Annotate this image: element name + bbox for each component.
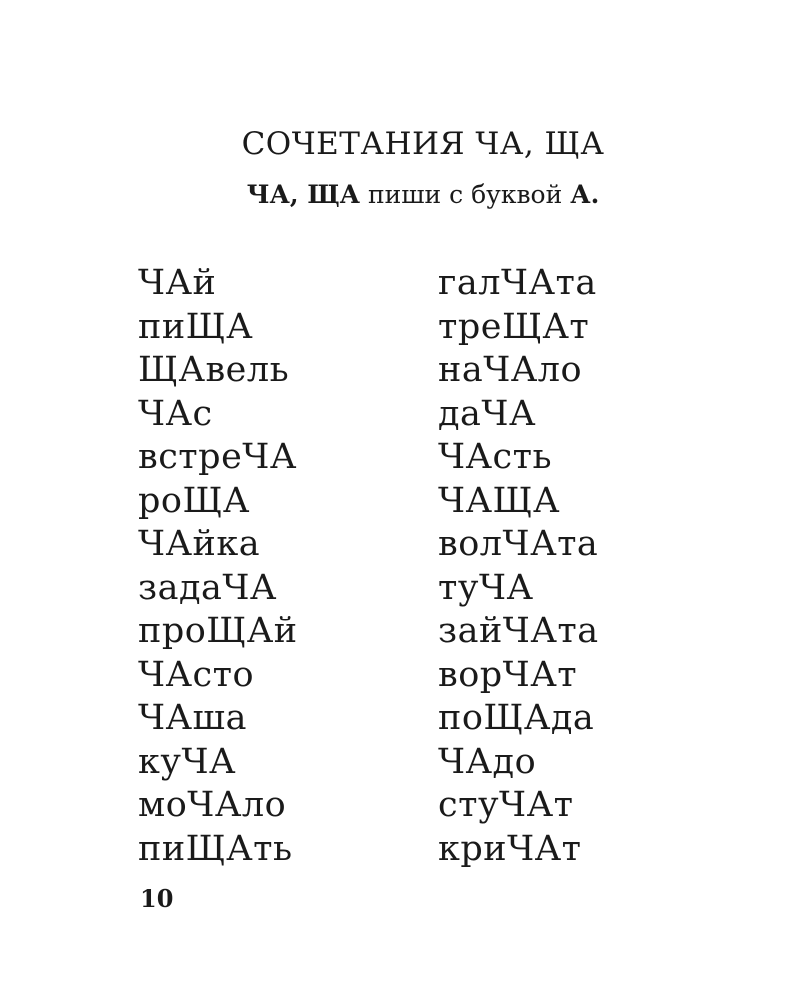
word-item: ЧАсто [138, 654, 255, 695]
word-item: поЩАда [438, 698, 595, 738]
page-number: 10 [140, 884, 174, 913]
rule-letter: А. [570, 180, 600, 209]
word-item: ЧАйка [138, 524, 261, 564]
word-item: туЧА [438, 567, 534, 608]
page-title: СОЧЕТАНИЯ ЧА, ЩА [241, 126, 605, 162]
word-item: куЧА [138, 741, 237, 782]
word-item: даЧА [438, 393, 536, 434]
word-item: галЧАта [438, 263, 597, 303]
rule-text: пиши с буквой [360, 180, 571, 209]
word-item: роЩА [138, 480, 250, 521]
word-item: криЧАт [438, 828, 582, 869]
word-item: треЩАт [438, 306, 590, 347]
word-column-left [138, 262, 298, 871]
word-item: волЧАта [438, 524, 599, 564]
word-item: проЩАй [138, 611, 298, 651]
word-item: ЧАсть [438, 437, 553, 477]
word-item: моЧАло [138, 785, 287, 825]
word-item: пиЩА [138, 306, 254, 347]
word-item: ворЧАт [438, 654, 578, 695]
spelling-rule [0, 180, 800, 209]
word-item: встреЧА [138, 437, 297, 477]
word-item: стуЧАт [438, 785, 574, 825]
word-item: ЧАй [138, 263, 217, 303]
word-item: ЧАдо [438, 741, 537, 782]
rule-letter-combinations: ЧА, ЩА [246, 180, 360, 209]
word-item: наЧАло [438, 350, 583, 390]
word-item: ЧАЩА [438, 480, 561, 521]
word-item: ЧАс [138, 393, 213, 434]
word-item: зайЧАта [438, 611, 599, 651]
word-item: ЩАвель [138, 350, 290, 390]
word-item: пиЩАть [138, 828, 293, 869]
word-column-right [438, 262, 599, 871]
word-item: ЧАша [138, 698, 247, 738]
word-item: задаЧА [138, 567, 277, 608]
